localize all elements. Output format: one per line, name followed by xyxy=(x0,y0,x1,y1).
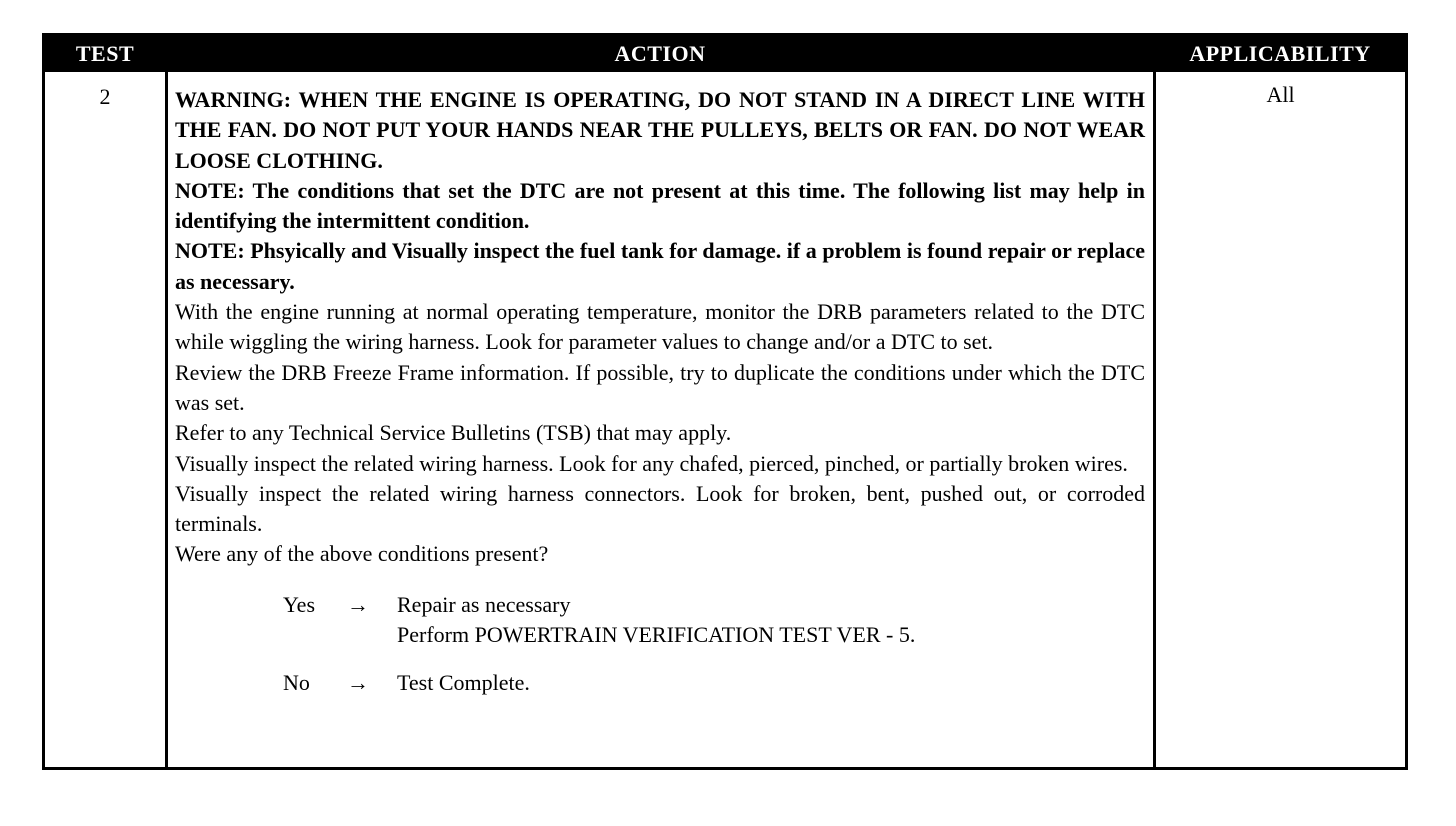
yes-action-line1: Repair as necessary xyxy=(397,591,571,617)
diagnostic-table xyxy=(42,33,1408,770)
test-number: 2 xyxy=(99,84,111,109)
instruction-inspect-harness: Visually inspect the related wiring harness. Look for any chafed, pierced, pinched, or partially broken wires. xyxy=(175,450,1128,476)
header-test: TEST xyxy=(75,41,135,66)
arrow-right-icon: → xyxy=(347,669,369,695)
no-action xyxy=(397,668,530,698)
action-cell xyxy=(175,85,1145,698)
instruction-tsb: Refer to any Technical Service Bulletins (TSB) that may apply. xyxy=(175,420,732,446)
instruction-inspect-connectors: Visually inspect the related wiring harness connectors. Look for broken, bent, pushed out, or corroded terminals. xyxy=(175,480,1145,537)
note-conditions: NOTE: The conditions that set the DTC are not present at this time. The following list may help in identifying the intermittent condition. xyxy=(175,177,1145,234)
instruction-monitor-drb: With the engine running at normal operating temperature, monitor the DRB parameters related to the DTC while wiggling the wiring harness. Look for parameter values to change and/or a DTC to set. xyxy=(175,299,1145,355)
result-yes xyxy=(175,590,1145,650)
no-action-line1: Test Complete. xyxy=(397,669,530,695)
yes-action xyxy=(397,590,915,650)
header-action: ACTION xyxy=(614,41,706,66)
table-header xyxy=(45,36,1405,72)
note-fuel-tank: NOTE: Phsyically and Visually inspect the fuel tank for damage. if a problem is found repair or replace as necessary. xyxy=(175,238,1145,294)
column-divider-applicability xyxy=(1153,72,1156,767)
arrow-right-icon: → xyxy=(347,591,369,617)
header-applicability: APPLICABILITY xyxy=(1189,41,1371,66)
applicability-value: All xyxy=(1266,82,1295,107)
question-text: Were any of the above conditions present? xyxy=(175,541,549,567)
instruction-freeze-frame: Review the DRB Freeze Frame information. If possible, try to duplicate the conditions under which the DTC was set. xyxy=(175,359,1145,415)
result-no xyxy=(175,668,1145,698)
column-divider-test xyxy=(165,72,168,767)
yes-label: Yes xyxy=(283,591,316,617)
warning-text: WARNING: WHEN THE ENGINE IS OPERATING, DO NOT STAND IN A DIRECT LINE WITH THE FAN. DO NOT PUT YOUR HANDS NEAR THE PULLEYS, BELTS OR FAN. DO NOT WEAR LOOSE CLOTHING. xyxy=(175,87,1145,173)
yes-action-line2: Perform POWERTRAIN VERIFICATION TEST VER - 5. xyxy=(397,621,916,647)
no-label: No xyxy=(283,669,310,695)
